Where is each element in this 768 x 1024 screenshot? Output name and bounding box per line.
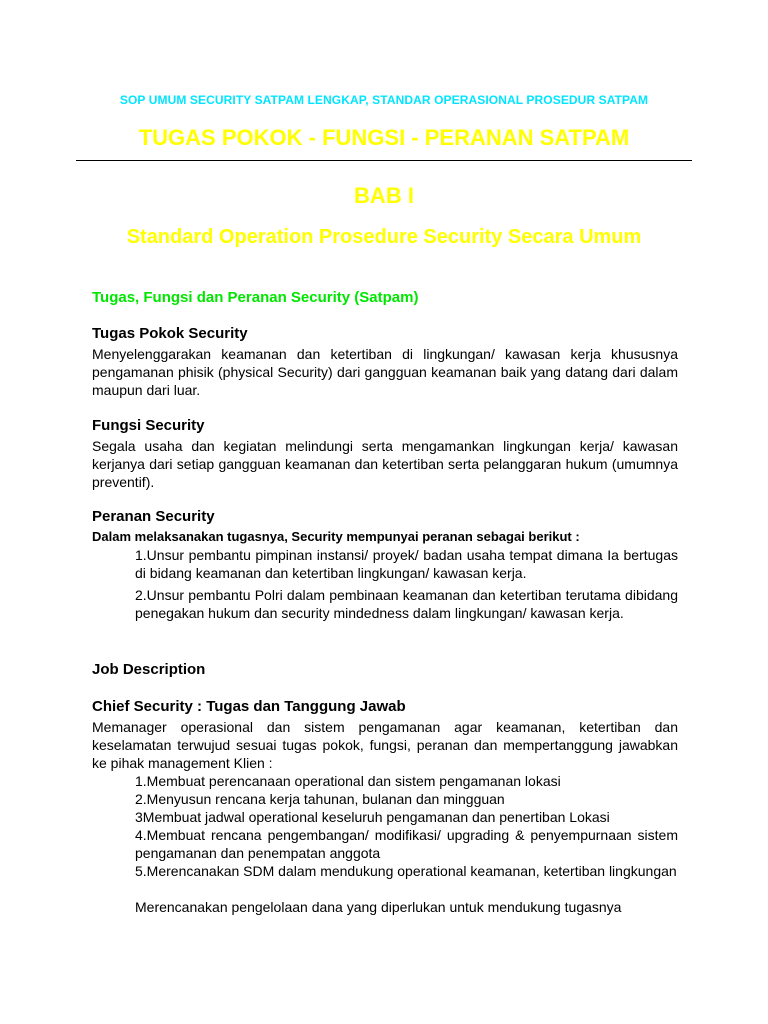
fungsi-heading: Fungsi Security	[92, 417, 205, 434]
chief-item-5: 5.Merencanakan SDM dalam mendukung operational keamanan, ketertiban lingkungan	[135, 863, 677, 879]
peranan-intro: Dalam melaksanakan tugasnya, Security mempunyai peranan sebagai berikut :	[92, 529, 580, 544]
tugas-pokok-paragraph: Menyelenggarakan keamanan dan ketertiban di lingkungan/ kawasan kerja khususnya pengamanan phisik (physical Security) dari gangguan keamanan baik yang datang dari dalam maupun dari luar.	[92, 346, 678, 398]
chief-item-1: 1.Membuat perencanaan operational dan sistem pengamanan lokasi	[135, 773, 561, 789]
chief-item-6: Merencanakan pengelolaan dana yang diperlukan untuk mendukung tugasnya	[135, 899, 622, 915]
peranan-heading: Peranan Security	[92, 508, 215, 525]
fungsi-paragraph: Segala usaha dan kegiatan melindungi serta mengamankan lingkungan kerja/ kawasan kerjanya dari setiap gangguan keamanan dan ketertiban serta pelanggaran hukum (umumnya preventif).	[92, 438, 678, 490]
chief-security-paragraph: Memanager operasional dan sistem pengamanan agar keamanan, ketertiban dan keselamatan terwujud sesuai tugas pokok, fungsi, peranan dan mempertanggung jawabkan ke pihak management Klien :	[92, 719, 678, 771]
peranan-item-2: 2.Unsur pembantu Polri dalam pembinaan keamanan dan ketertiban terutama dibidang penegakan hukum dan security mindedness dalam lingkungan/ kawasan kerja.	[135, 587, 678, 621]
chapter-heading: BAB I	[354, 183, 414, 208]
job-description-heading: Job Description	[92, 661, 206, 678]
tugas-pokok-heading: Tugas Pokok Security	[92, 325, 248, 342]
title-divider	[76, 160, 692, 161]
section-heading: Tugas, Fungsi dan Peranan Security (Satpam)	[92, 289, 419, 306]
chapter-subtitle: Standard Operation Prosedure Security Secara Umum	[126, 226, 642, 248]
document-main-title: TUGAS POKOK - FUNGSI - PERANAN SATPAM	[138, 125, 630, 150]
chief-item-4: 4.Membuat rencana pengembangan/ modifikasi/ upgrading & penyempurnaan sistem pengamanan dan penempatan anggota	[135, 827, 678, 861]
document-top-title: SOP UMUM SECURITY SATPAM LENGKAP, STANDAR OPERASIONAL PROSEDUR SATPAM	[119, 93, 649, 107]
peranan-item-1: 1.Unsur pembantu pimpinan instansi/ proyek/ badan usaha tempat dimana Ia bertugas di bidang keamanan dan ketertiban lingkungan/ kawasan kerja.	[135, 547, 678, 581]
chief-security-heading: Chief Security : Tugas dan Tanggung Jawab	[92, 698, 406, 715]
chief-item-3: 3Membuat jadwal operational keseluruh pengamanan dan penertiban Lokasi	[135, 809, 610, 825]
chief-item-2: 2.Menyusun rencana kerja tahunan, bulanan dan mingguan	[135, 791, 505, 807]
